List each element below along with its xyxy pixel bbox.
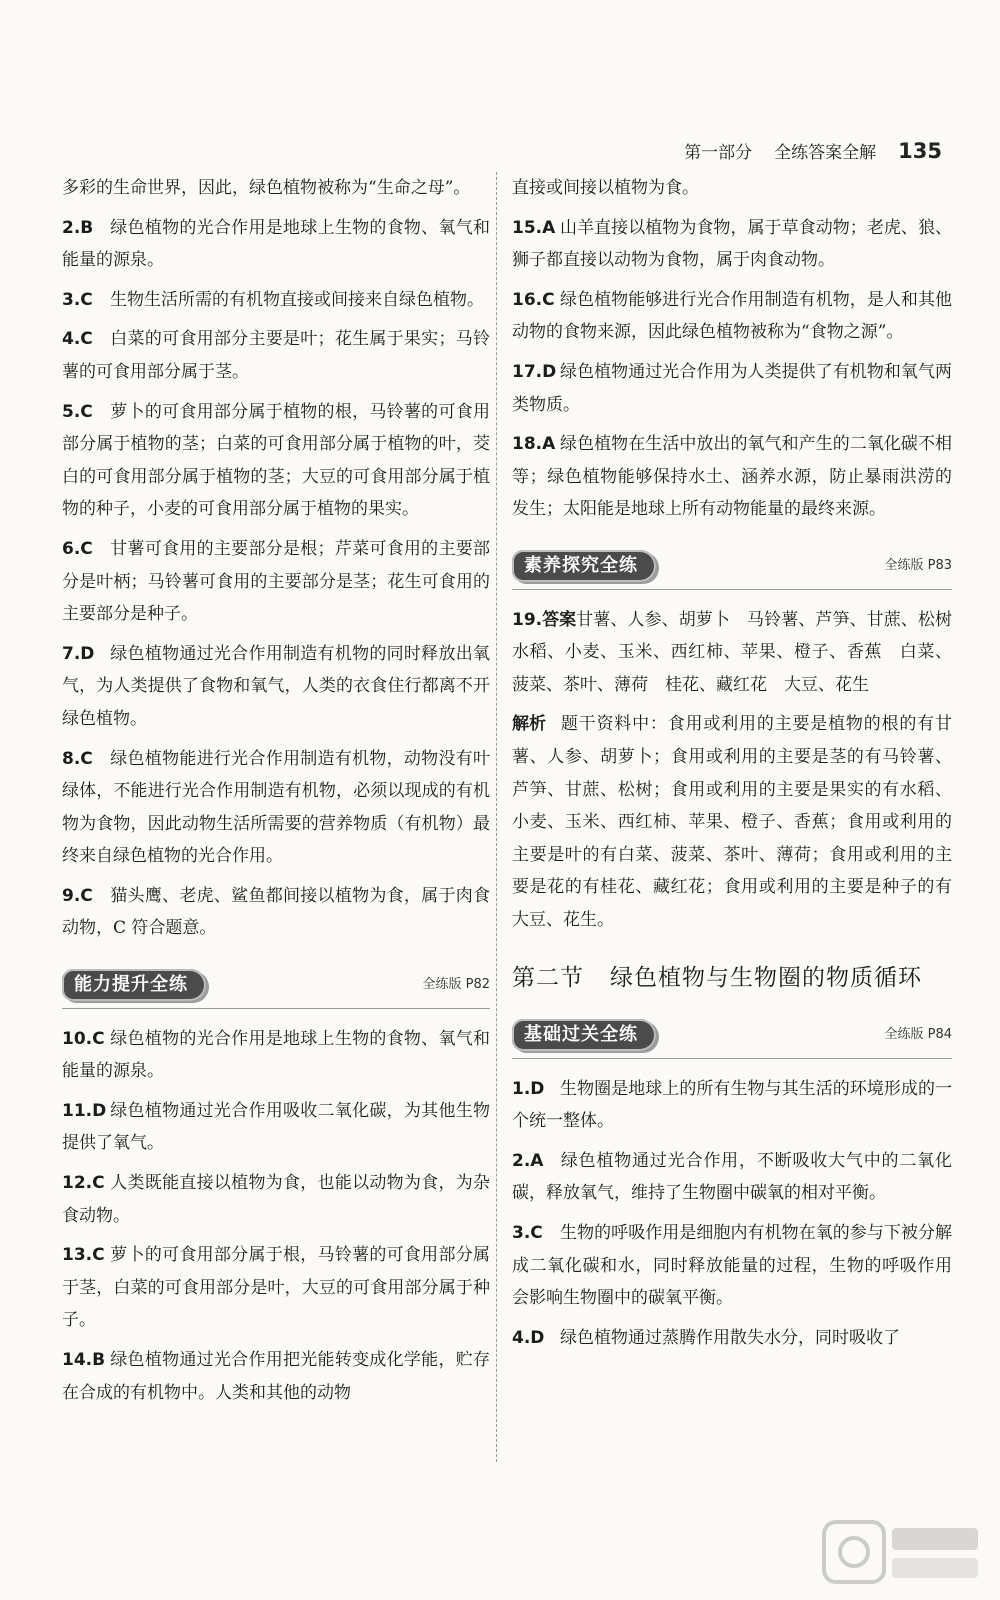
answer-text: 甘薯、人参、胡萝卜 马铃薯、芦笋、甘蔗、松树 水稻、小麦、玉米、西红柿、苹果、橙子、香蕉 白菜、菠菜、茶叶、薄荷 桂花、藏红花 大豆、花生 [512,609,969,695]
right-column [512,172,969,1361]
answer-item [62,323,490,388]
answer-item [62,638,490,736]
answer-item [62,1344,490,1409]
answer-text: 绿色植物的光合作用是地球上生物的食物、氧气和能量的源泉。 [62,217,490,271]
answer-text: 绿色植物通过光合作用吸收二氧化碳，为其他生物提供了氧气。 [62,1100,490,1154]
answer-item [512,708,952,936]
answer-number: 5.C [62,401,93,422]
answer-number: 7.D [62,643,95,664]
answer-text: 题干资料中：食用或利用的主要是植物的根的有甘薯、人参、胡萝卜；食用或利用的主要是茎的有马铃薯、芦笋、甘蔗、松树；食用或利用的主要是果实的有水稻、小麦、玉米、西红柿、苹果、橙子、香蕉；食用或利用的主要是叶的有白菜、菠菜、茶叶、薄荷；食用或利用的主要是花的有桂花、藏红花；食用或利用的主要是种子的有大豆、花生。 [512,714,952,930]
answer-number: 3.C [512,1223,543,1244]
section-page-ref: 全练版 P84 [884,1027,952,1043]
section-header [512,550,952,590]
page-header [684,138,942,163]
chapter-name: 绿色植物与生物圈的物质循环 [610,965,922,992]
answer-number: 16.C [512,289,555,310]
answer-item [512,1322,952,1355]
column-divider [496,172,497,1462]
section-header [62,969,490,1009]
section-label: 基础过关全练 [512,1019,656,1051]
answer-number: 解析 [512,714,546,735]
answer-item [62,212,490,277]
answer-item [512,1073,952,1138]
answer-item [512,356,952,421]
answer-text: 绿色植物通过光合作用，不断吸收大气中的二氧化碳，释放氧气，维持了生物圈中碳氧的相对平衡。 [512,1150,952,1204]
answer-number: 2.B [62,217,94,238]
header-title: 全练答案全解 [774,143,877,163]
answer-number: 8.C [62,748,93,769]
answer-text: 绿色植物通过蒸腾作用散失水分，同时吸收了 [560,1327,900,1348]
answer-item [62,1023,490,1088]
answer-number: 14.B [62,1350,106,1370]
answer-number: 4.D [512,1327,545,1348]
answer-text: 猫头鹰、老虎、鲨鱼都间接以植物为食，属于肉食动物，C 符合题意。 [62,885,490,939]
answer-item [512,284,952,349]
answer-number: 3.C [62,289,93,310]
answer-number: 9.C [62,885,93,906]
answer-text: 绿色植物在生活中放出的氧气和产生的二氧化碳不相等；绿色植物能够保持水土、涵养水源，防止暴雨洪涝的发生；太阳能是地球上所有动物能量的最终来源。 [512,434,952,520]
answer-item [512,428,952,526]
answer-text: 绿色植物通过光合作用为人类提供了有机物和氧气两类物质。 [512,361,952,415]
answer-number: 2.A [512,1150,544,1171]
left-column [62,172,490,1416]
answer-text: 绿色植物的光合作用是地球上生物的食物、氧气和能量的源泉。 [62,1028,490,1082]
answer-number: 13.C [62,1245,105,1266]
answer-text: 生物生活所需的有机物直接或间接来自绿色植物。 [110,289,484,310]
answer-text: 甘薯可食用的主要部分是根；芹菜可食用的主要部分是叶柄；马铃薯可食用的主要部分是茎；花生可食用的主要部分是种子。 [62,538,490,625]
answer-text: 生物圈是地球上的所有生物与其生活的环境形成的一个统一整体。 [512,1078,952,1132]
answer-text: 萝卜的可食用部分属于根，马铃薯的可食用部分属于茎，白菜的可食用部分是叶，大豆的可食用部分属于种子。 [62,1245,490,1331]
header-part: 第一部分 [684,143,753,163]
answer-item [62,1167,490,1232]
section-label: 能力提升全练 [62,969,206,1001]
answer-text: 生物的呼吸作用是细胞内有机物在氧的参与下被分解成二氧化碳和水，同时释放能量的过程，生物的呼吸作用会影响生物圈中的碳氧平衡。 [512,1223,952,1309]
answer-item [62,1239,490,1337]
watermark-logo-icon [822,1518,982,1586]
answer-number: 10.C [62,1028,105,1049]
answer-text: 绿色植物通过光合作用把光能转变成化学能，贮存在合成的有机物中。人类和其他的动物 [62,1350,490,1403]
answer-number: 11.D [62,1100,107,1121]
answer-number: 12.C [62,1173,105,1194]
answer-item [62,533,490,631]
answer-number: 18.A [512,434,556,455]
continued-text: 多彩的生命世界，因此，绿色植物被称为“生命之母”。 [62,178,471,198]
page-number: 135 [898,139,942,163]
chapter-title [512,962,952,995]
answer-item [512,212,952,277]
answer-text: 绿色植物能进行光合作用制造有机物，动物没有叶绿体，不能进行光合作用制造有机物，必须以现成的有机物为食物，因此动物生活所需要的营养物质（有机物）最终来自绿色植物的光合作用。 [62,748,490,867]
answer-item [512,604,969,702]
answer-text: 绿色植物能够进行光合作用制造有机物，是人和其他动物的食物来源，因此绿色植物被称为“食物之源”。 [512,289,952,343]
answer-number: 19.答案 [512,609,577,630]
answer-item [512,1217,952,1315]
section-page-ref: 全练版 P82 [422,977,490,993]
section-page-ref: 全练版 P83 [884,557,952,573]
answer-text: 山羊直接以植物为食物，属于草食动物；老虎、狼、狮子都直接以动物为食物，属于肉食动物。 [512,217,952,271]
answer-item [62,284,490,317]
continued-text: 直接或间接以植物为食。 [512,178,699,198]
answer-number: 6.C [62,538,93,559]
answer-number: 1.D [512,1078,545,1099]
answer-number: 4.C [62,329,93,350]
answer-item [62,1095,490,1160]
section-header [512,1019,952,1059]
answer-number: 15.A [512,217,556,238]
answer-item [512,1145,952,1210]
answer-text: 白菜的可食用部分主要是叶；花生属于果实；马铃薯的可食用部分属于茎。 [62,329,490,382]
answer-number: 17.D [512,361,557,382]
section-label: 素养探究全练 [512,550,656,582]
answer-text: 绿色植物通过光合作用制造有机物的同时释放出氧气，为人类提供了食物和氧气，人类的衣食住行都离不开绿色植物。 [62,643,490,729]
answer-item [62,880,490,945]
answer-text: 萝卜的可食用部分属于植物的根，马铃薯的可食用部分属于植物的茎；白菜的可食用部分属于植物的叶，茭白的可食用部分属于植物的茎；大豆的可食用部分属于植物的种子，小麦的可食用部分属于植物的果实。 [62,401,490,520]
answer-item [62,396,490,526]
answer-text: 人类既能直接以植物为食，也能以动物为食，为杂食动物。 [62,1173,490,1226]
answer-item [62,743,490,873]
chapter-number: 第二节 [512,965,584,992]
